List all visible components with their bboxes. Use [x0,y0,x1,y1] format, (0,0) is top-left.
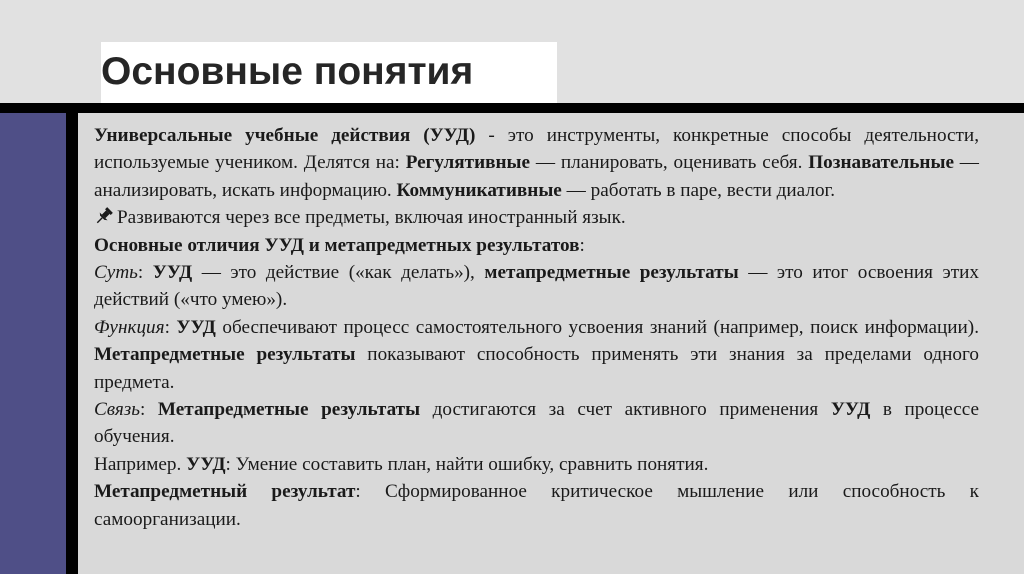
term-communicative: Коммуникативные [396,179,562,201]
body-text [94,122,979,533]
uud-definition: Универсальные учебные действия (УУД) - это инструменты, конкретные способы деятельности, используемые учеником. Делятся на: Регулятивные — планировать, оценивать себя. Познавательные — анализировать, искать информацию. Коммуникативные — работать в паре, вести диалог. [94,125,979,201]
pushpin-icon [94,206,114,226]
term-regulative: Регулятивные [405,152,531,174]
essence-paragraph: Суть: УУД — это действие («как делать»), метапредметные результаты — это итог освоения этих действий («что умею»). [94,262,979,311]
differences-heading: Основные отличия УУД и метапредметных результатов: [94,234,585,256]
meta-result-paragraph: Метапредметный результат: Сформированное критическое мышление или способность к самоорганизации. [94,481,979,530]
page-title: Основные понятия [101,50,474,93]
left-divider [66,113,78,574]
link-paragraph: Связь: Метапредметные результаты достигаются за счет активного применения УУД в процессе обучения. [94,399,979,448]
pin-line: Развиваются через все предметы, включая иностранный язык. [94,204,979,231]
header-divider [0,103,1024,113]
uud-term: Универсальные учебные действия (УУД) [94,125,476,146]
term-cognitive: Познавательные [808,152,954,174]
example-paragraph: Например. УУД: Умение составить план, найти ошибку, сравнить понятия. [94,453,709,475]
function-paragraph: Функция: УУД обеспечивают процесс самостоятельного усвоения знаний (например, поиск информации). Метапредметные результаты показывают способность применять эти знания за пределами одного предмета. [94,316,979,393]
left-accent-bar [0,113,66,574]
